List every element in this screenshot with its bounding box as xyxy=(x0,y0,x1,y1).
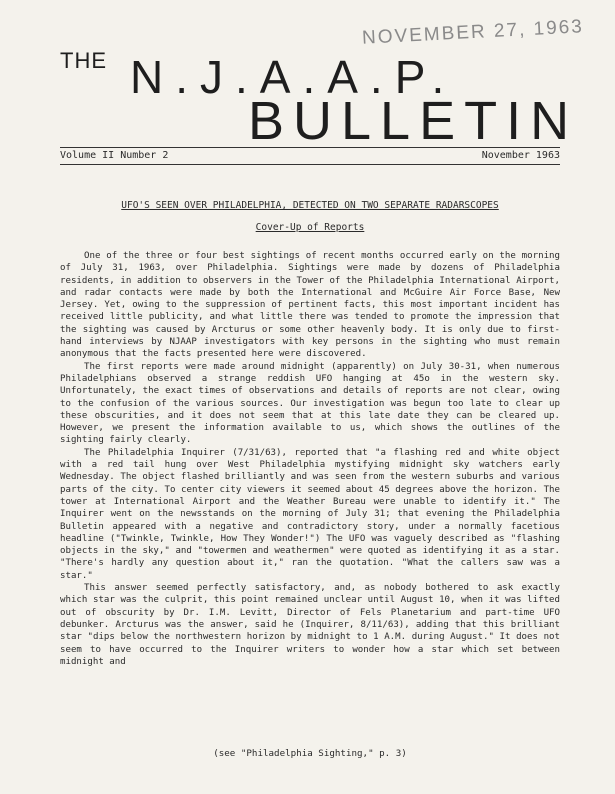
masthead-rule-top xyxy=(60,147,560,148)
issue-line xyxy=(60,150,560,161)
article-paragraph: This answer seemed perfectly satisfactory, and, as nobody bothered to ask exactly which star was the culprit, this point remained unclear until August 10, when it was lifted out of obscurity by Dr. I.M. Levitt, Director of Fels Planetarium and part-time UFO debunker. Arcturus was the answer, said he (Inquirer, 8/11/63), adding that this brilliant star "dips below the northwestern horizon by midnight to 1 A.M. during August." It does not seem to have occurred to the Inquirer writers to wonder how a star which set between midnight and xyxy=(60,583,560,667)
volume-number: Volume II Number 2 xyxy=(60,150,169,161)
masthead-the: THE xyxy=(60,48,107,73)
article-subhead: Cover-Up of Reports xyxy=(255,222,365,233)
masthead-rule-bottom xyxy=(60,164,560,165)
continuation-note: (see "Philadelphia Sighting," p. 3) xyxy=(213,748,407,759)
handwritten-date-stamp: NOVEMBER 27, 1963 xyxy=(361,16,585,49)
article-headline: UFO'S SEEN OVER PHILADELPHIA, DETECTED ON TWO SEPARATE RADARSCOPES xyxy=(121,200,499,211)
issue-date: November 1963 xyxy=(481,150,560,161)
masthead-organization-name: N.J.A.A.P. xyxy=(130,51,457,103)
article-paragraph: One of the three or four best sightings of recent months occurred early on the morning of July 31, 1963, over Philadelphia. Sightings were made by dozens of Philadelphia residents, in addition to observers in the Tower of the Philadelphia International Airport, and radar contacts were made by both the International and McGuire Air Force Base, New Jersey. Yet, owing to the suppression of pertinent facts, this most important incident has received little publicity, and what little there was tended to promote the impression that the sighting was caused by Arcturus or some other heavenly body. It is only due to first-hand interviews by NJAAP investigators with key persons in the sighting who must remain anonymous that the facts presented here were discovered. xyxy=(60,251,560,360)
article-body xyxy=(60,250,560,668)
article-paragraph: The Philadelphia Inquirer (7/31/63), reported that "a flashing red and white object with a red tail hung over West Philadelphia mystifying midnight sky watchers early Wednesday. The object flashed brilliantly and was seen from the western suburbs and various parts of the city. To center city viewers it seemed about 45 degrees above the horizon. The tower at International Airport and the Weather Bureau were unable to identify it." The Inquirer went on the newsstands on the morning of July 31; that evening the Philadelphia Bulletin appeared with a negative and contradictory story, under a normally facetious headline ("Twinkle, Twinkle, How They Wonder!") The UFO was vaguely described as "flashing objects in the sky," and "towermen and weathermen" were quoted as identifying it as a star. "There's hardly any question about it," ran the quotation. "What the callers saw was a star." xyxy=(60,447,560,581)
article-paragraph: The first reports were made around midnight (apparently) on July 30-31, when numerous Philadelphians observed a strange reddish UFO hanging at 45o in the western sky. Unfortunately, the exact times of observations and details of reports are not clear, owing to the confusion of the various sources. Our investigation was begun too late to clear up these obscurities, and it does not seem that at this late date they can be cleared up. However, we present the information available to us, which shows the outlines of the sighting fairly clearly. xyxy=(60,361,560,446)
masthead-bulletin-title: BULLETIN xyxy=(248,91,579,151)
